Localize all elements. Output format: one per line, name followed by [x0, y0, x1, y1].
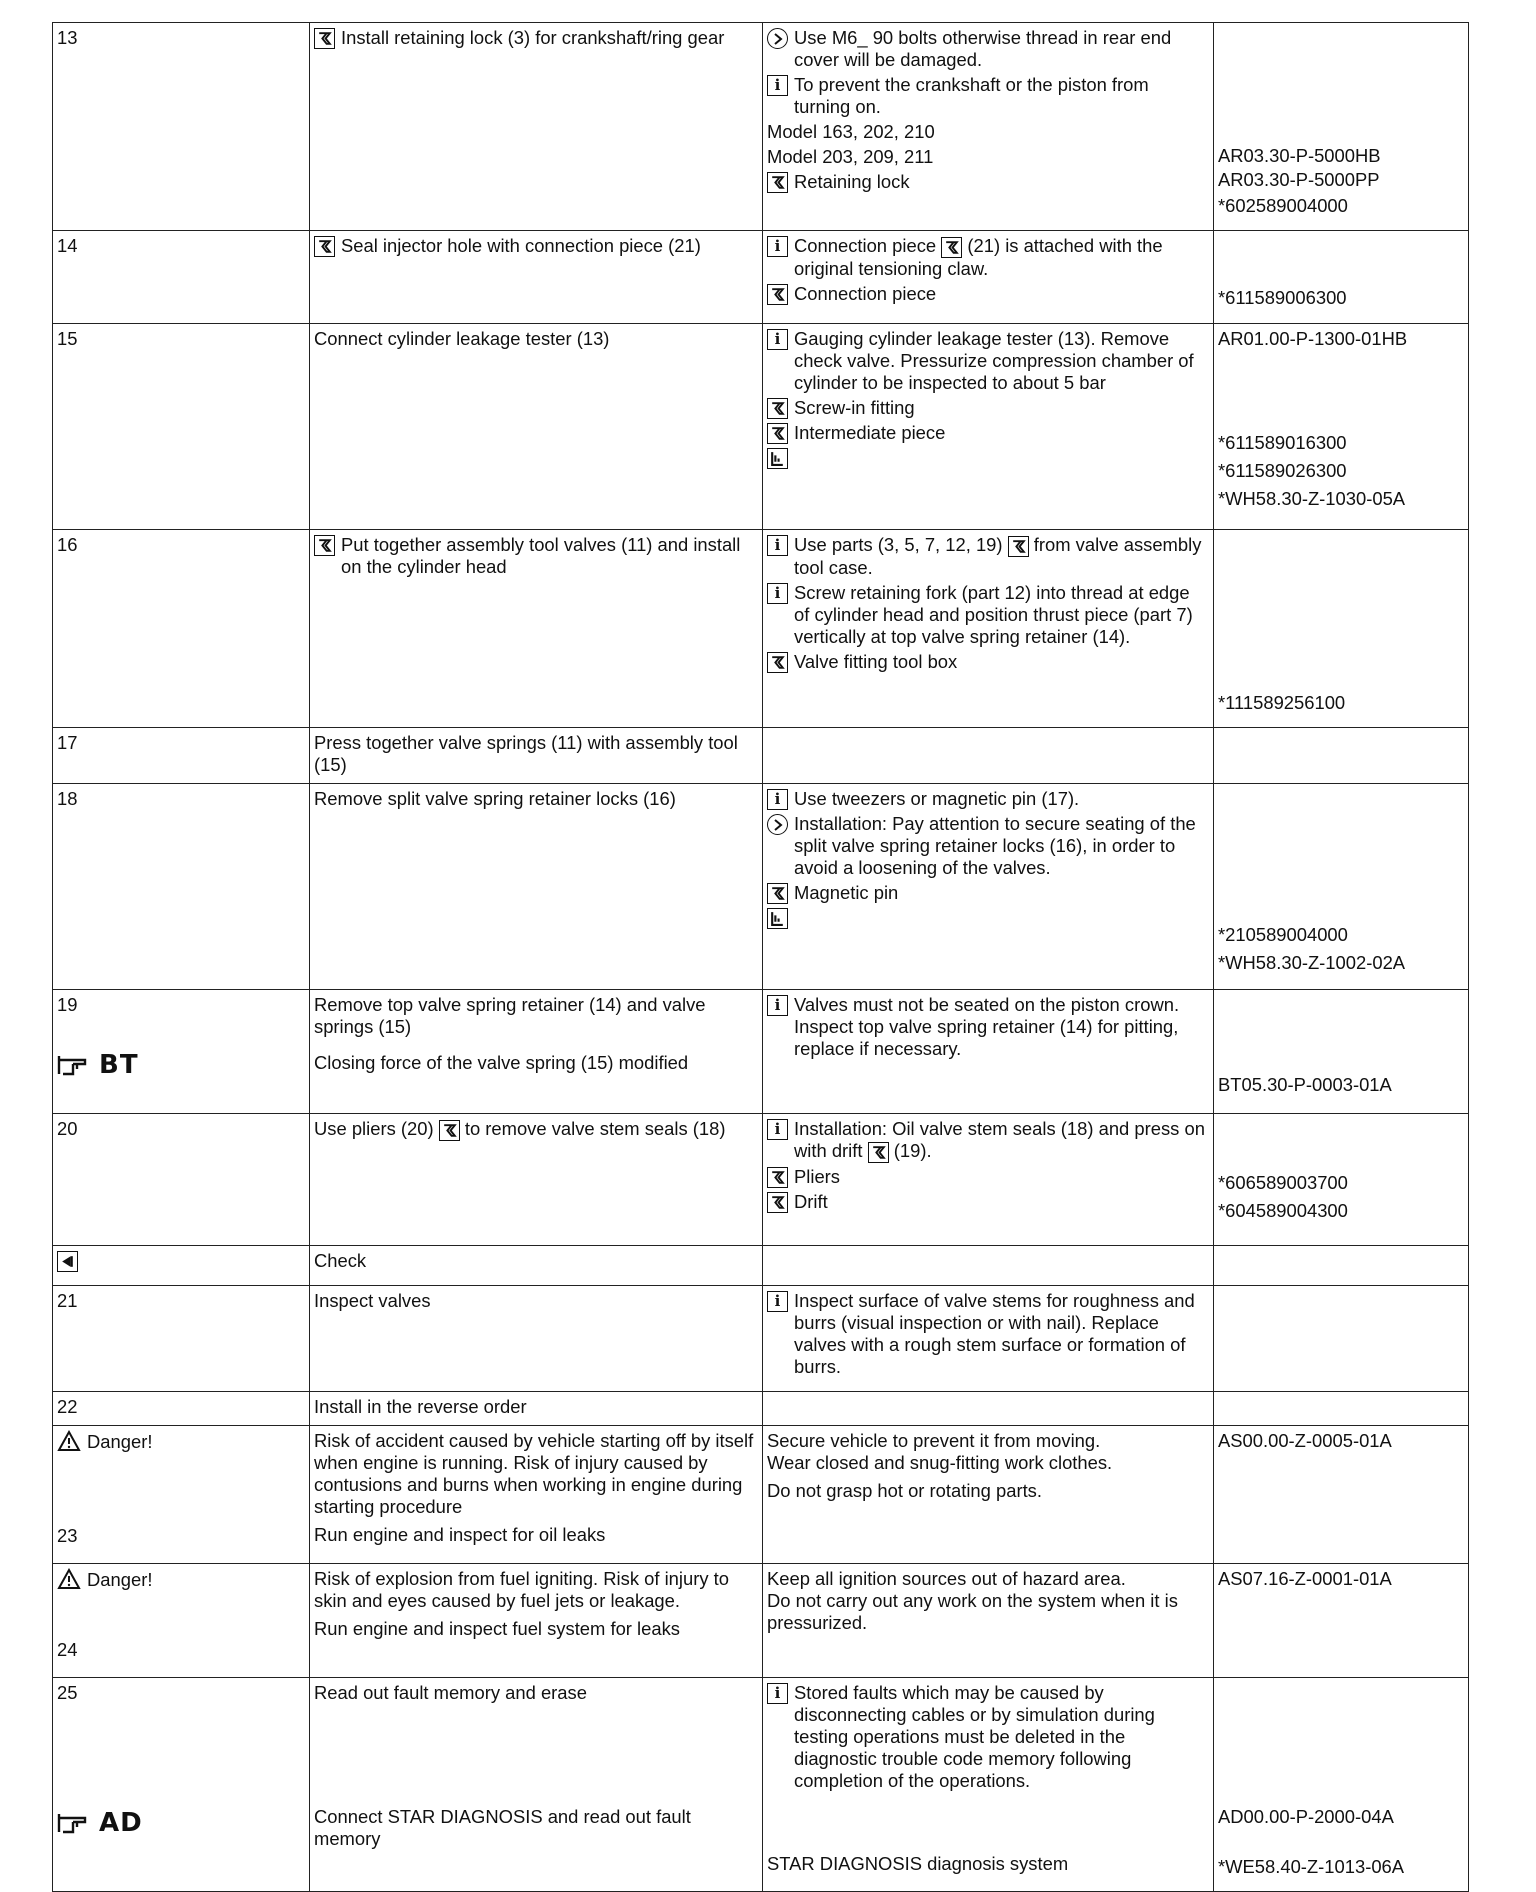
action-cell: [310, 530, 763, 728]
risk-text: Risk of explosion from fuel igniting. Risk of injury to skin and eyes caused by fuel jets or leakage.: [314, 1568, 729, 1611]
tool-name: Valve fitting tool box: [794, 651, 958, 672]
table-row: [53, 1114, 1469, 1246]
action-text: Remove top valve spring retainer (14) and valve springs (15): [314, 994, 706, 1037]
action-text: Connect STAR DIAGNOSIS and read out fault memory: [314, 1806, 691, 1849]
tool-name: Screw-in fitting: [794, 397, 915, 418]
reference-link[interactable]: AS07.16-Z-0001-01A: [1218, 1568, 1392, 1589]
notes-cell: [763, 1426, 1214, 1564]
reference-cell: [1214, 530, 1469, 728]
note-text: To prevent the crankshaft or the piston from turning on.: [794, 74, 1149, 117]
table-row: [53, 1392, 1469, 1426]
reference-cell: [1214, 728, 1469, 784]
part-number: *210589004000: [1218, 924, 1348, 945]
action-text: Run engine and inspect for oil leaks: [314, 1524, 606, 1545]
info-icon: i: [767, 535, 788, 556]
note-text: Secure vehicle to prevent it from moving.: [767, 1430, 1101, 1451]
reference-cell: [1214, 784, 1469, 990]
procedure-sheet: [52, 22, 1468, 1892]
notes-cell: [763, 23, 1214, 231]
ad-label: AD: [99, 1808, 143, 1838]
parts-catalog-icon[interactable]: [767, 908, 788, 929]
reference-link[interactable]: *WH58.30-Z-1030-05A: [1218, 488, 1406, 509]
table-row: [53, 1286, 1469, 1392]
step-number: 24: [57, 1639, 78, 1660]
note-text: Installation: Pay attention to secure seating of the split valve spring retainer locks (16), in order to avoid a loosening of the valves.: [794, 813, 1196, 878]
note-text: Use parts (3, 5, 7, 12, 19): [794, 534, 1003, 555]
action-text: Run engine and inspect fuel system for leaks: [314, 1618, 680, 1639]
reference-link[interactable]: AR03.30-P-5000PP: [1218, 169, 1380, 190]
notes-cell: [763, 231, 1214, 324]
action-cell: [310, 1426, 763, 1564]
action-cell: [310, 990, 763, 1114]
step-number: 18: [53, 784, 310, 990]
reference-cell: [1214, 231, 1469, 324]
special-tool-icon: [314, 535, 335, 556]
parts-catalog-icon[interactable]: [767, 448, 788, 469]
notes-cell: [763, 530, 1214, 728]
special-tool-icon: [767, 172, 788, 193]
action-text: to remove valve stem seals (18): [464, 1118, 726, 1139]
special-tool-icon: [767, 1167, 788, 1188]
special-tool-icon: [767, 652, 788, 673]
pointing-hand-icon: [57, 1810, 95, 1836]
note-text: Installation: Oil valve stem seals (18) and press on with drift: [794, 1118, 1205, 1161]
special-tool-icon: [767, 284, 788, 305]
part-number: *611589026300: [1218, 460, 1347, 481]
note-text: Do not grasp hot or rotating parts.: [767, 1480, 1042, 1501]
reference-link[interactable]: AS00.00-Z-0005-01A: [1218, 1430, 1392, 1451]
special-tool-icon: [868, 1142, 889, 1163]
action-cell: [310, 1246, 763, 1286]
special-tool-icon: [314, 236, 335, 257]
special-tool-icon: [314, 28, 335, 49]
table-row: [53, 231, 1469, 324]
part-number: *606589003700: [1218, 1172, 1348, 1193]
action-cell: [310, 1392, 763, 1426]
notes-cell: [763, 990, 1214, 1114]
reference-cell: [1214, 324, 1469, 530]
tool-name: Intermediate piece: [794, 422, 946, 443]
bt-marker[interactable]: [57, 1052, 139, 1078]
step-number: 17: [53, 728, 310, 784]
part-number: *602589004000: [1218, 195, 1348, 216]
notes-cell: [763, 324, 1214, 530]
danger-label: Danger!: [87, 1431, 153, 1452]
special-tool-icon: [767, 423, 788, 444]
reference-cell: [1214, 1286, 1469, 1392]
action-cell: [310, 784, 763, 990]
part-number: *604589004300: [1218, 1200, 1348, 1221]
ad-marker[interactable]: [57, 1810, 143, 1836]
note-text: Use M6_ 90 bolts otherwise thread in rear end cover will be damaged.: [794, 27, 1172, 70]
notes-cell: [763, 1678, 1214, 1892]
action-cell: [310, 231, 763, 324]
info-icon: i: [767, 1291, 788, 1312]
info-icon: i: [767, 583, 788, 604]
step-number: 21: [53, 1286, 310, 1392]
table-row: [53, 1564, 1469, 1678]
action-text: Check: [314, 1250, 367, 1271]
action-cell: [310, 1678, 763, 1892]
action-text: Closing force of the valve spring (15) modified: [314, 1052, 689, 1073]
tool-name: Magnetic pin: [794, 882, 899, 903]
reference-cell: [1214, 1426, 1469, 1564]
reference-cell: [1214, 1678, 1469, 1892]
tool-name: Drift: [794, 1191, 828, 1212]
action-text: Install in the reverse order: [314, 1396, 527, 1417]
reference-link[interactable]: AD00.00-P-2000-04A: [1218, 1806, 1394, 1827]
procedure-table: [52, 22, 1469, 1892]
table-row: [53, 990, 1469, 1114]
action-cell: [310, 728, 763, 784]
table-row: [53, 1426, 1469, 1564]
reference-link[interactable]: *WE58.40-Z-1013-06A: [1218, 1856, 1405, 1877]
warning-triangle-icon: [57, 1430, 81, 1452]
notes-cell: [763, 1564, 1214, 1678]
table-row: [53, 1246, 1469, 1286]
info-icon: i: [767, 1119, 788, 1140]
step-number-cell: [53, 990, 310, 1114]
notes-cell: [763, 728, 1214, 784]
table-row: [53, 784, 1469, 990]
notes-cell: [763, 1286, 1214, 1392]
reference-cell: [1214, 1246, 1469, 1286]
note-text: Wear closed and snug-fitting work clothes.: [767, 1452, 1113, 1473]
reference-link[interactable]: AR03.30-P-5000HB: [1218, 145, 1381, 166]
step-number: 23: [57, 1525, 78, 1546]
special-tool-icon: [767, 883, 788, 904]
part-number: *611589006300: [1218, 287, 1347, 308]
tool-name: Retaining lock: [794, 171, 910, 192]
action-text: Seal injector hole with connection piece (21): [341, 235, 701, 256]
step-number: 14: [53, 231, 310, 324]
reference-link[interactable]: *WH58.30-Z-1002-02A: [1218, 952, 1406, 973]
pointing-hand-icon: [57, 1052, 95, 1078]
step-number: 25: [57, 1682, 78, 1703]
tool-name: Pliers: [794, 1166, 840, 1187]
info-icon: i: [767, 1683, 788, 1704]
action-text: Put together assembly tool valves (11) and install on the cylinder head: [341, 534, 741, 577]
special-tool-icon: [941, 237, 962, 258]
danger-label: Danger!: [87, 1569, 153, 1590]
note-text: Screw retaining fork (part 12) into thread at edge of cylinder head and position thrust piece (part 7) vertically at top valve spring retainer (14).: [794, 582, 1193, 647]
reference-cell: [1214, 990, 1469, 1114]
special-tool-icon: [767, 1192, 788, 1213]
note-text: Connection piece: [794, 235, 937, 256]
reference-cell: [1214, 1392, 1469, 1426]
step-number: 19: [57, 994, 78, 1015]
notes-cell: [763, 1392, 1214, 1426]
notes-cell: [763, 1246, 1214, 1286]
step-number: 20: [53, 1114, 310, 1246]
action-text: Inspect valves: [314, 1290, 431, 1311]
note-text: Valves must not be seated on the piston crown. Inspect top valve spring retainer (14) for pitting, replace if necessary.: [794, 994, 1180, 1059]
note-text: (19).: [893, 1140, 932, 1161]
step-number: 15: [53, 324, 310, 530]
step-number: 13: [53, 23, 310, 231]
info-icon: i: [767, 789, 788, 810]
special-tool-icon: [1008, 536, 1029, 557]
table-row: [53, 23, 1469, 231]
risk-text: Risk of accident caused by vehicle starting off by itself when engine is running. Risk of injury caused by contusions and burns when working in engine during starting procedure: [314, 1430, 754, 1517]
check-marker-cell: [53, 1246, 310, 1286]
info-icon: i: [767, 75, 788, 96]
warning-triangle-icon: [57, 1568, 81, 1590]
tool-name: STAR DIAGNOSIS diagnosis system: [767, 1853, 1069, 1874]
table-row: [53, 1678, 1469, 1892]
step-number: 16: [53, 530, 310, 728]
info-icon: i: [767, 995, 788, 1016]
caution-icon: [767, 814, 788, 835]
note-text: from valve assembly tool case.: [794, 534, 1202, 578]
danger-cell: [53, 1564, 310, 1678]
step-number-cell: [53, 1678, 310, 1892]
note-text: (21) is attached with the original tensioning claw.: [794, 235, 1163, 279]
note-text: Keep all ignition sources out of hazard area.: [767, 1568, 1126, 1589]
reference-cell: [1214, 1114, 1469, 1246]
note-text: Do not carry out any work on the system when it is pressurized.: [767, 1590, 1178, 1633]
action-cell: [310, 1286, 763, 1392]
reference-cell: [1214, 23, 1469, 231]
bt-label: BT: [99, 1050, 139, 1080]
step-number: 22: [53, 1392, 310, 1426]
caution-icon: [767, 28, 788, 49]
action-cell: [310, 1114, 763, 1246]
notes-cell: [763, 784, 1214, 990]
action-text: Press together valve springs (11) with assembly tool (15): [314, 732, 738, 775]
part-number: *611589016300: [1218, 432, 1347, 453]
tool-name: Connection piece: [794, 283, 937, 304]
special-tool-icon: [439, 1120, 460, 1141]
special-tool-icon: [767, 398, 788, 419]
table-row: [53, 324, 1469, 530]
note-text: Gauging cylinder leakage tester (13). Remove check valve. Pressurize compression chamber of cylinder to be inspected to about 5 bar: [794, 328, 1194, 393]
action-text: Use pliers (20): [314, 1118, 434, 1139]
note-text: Stored faults which may be caused by disconnecting cables or by simulation during testing operations must be deleted in the diagnostic trouble code memory following completion of the operations.: [794, 1682, 1155, 1791]
model-text: Model 163, 202, 210: [767, 121, 935, 142]
check-marker-icon: [57, 1251, 78, 1272]
table-row: [53, 728, 1469, 784]
danger-cell: [53, 1426, 310, 1564]
action-cell: [310, 1564, 763, 1678]
info-icon: i: [767, 329, 788, 350]
action-cell: [310, 23, 763, 231]
note-text: Use tweezers or magnetic pin (17).: [794, 788, 1080, 809]
model-text: Model 203, 209, 211: [767, 146, 934, 167]
action-cell: [310, 324, 763, 530]
notes-cell: [763, 1114, 1214, 1246]
action-text: Read out fault memory and erase: [314, 1682, 587, 1703]
action-text: Install retaining lock (3) for crankshaft/ring gear: [341, 27, 725, 48]
info-icon: i: [767, 236, 788, 257]
table-row: [53, 530, 1469, 728]
action-text: Remove split valve spring retainer locks (16): [314, 788, 676, 809]
part-number: *111589256100: [1218, 692, 1346, 713]
note-text: Inspect surface of valve stems for roughness and burrs (visual inspection or with nail). Replace valves with a rough stem surface or formation of burrs.: [794, 1290, 1195, 1377]
action-text: Connect cylinder leakage tester (13): [314, 328, 610, 349]
reference-link[interactable]: BT05.30-P-0003-01A: [1218, 1074, 1392, 1095]
reference-link[interactable]: AR01.00-P-1300-01HB: [1218, 328, 1408, 349]
reference-cell: [1214, 1564, 1469, 1678]
